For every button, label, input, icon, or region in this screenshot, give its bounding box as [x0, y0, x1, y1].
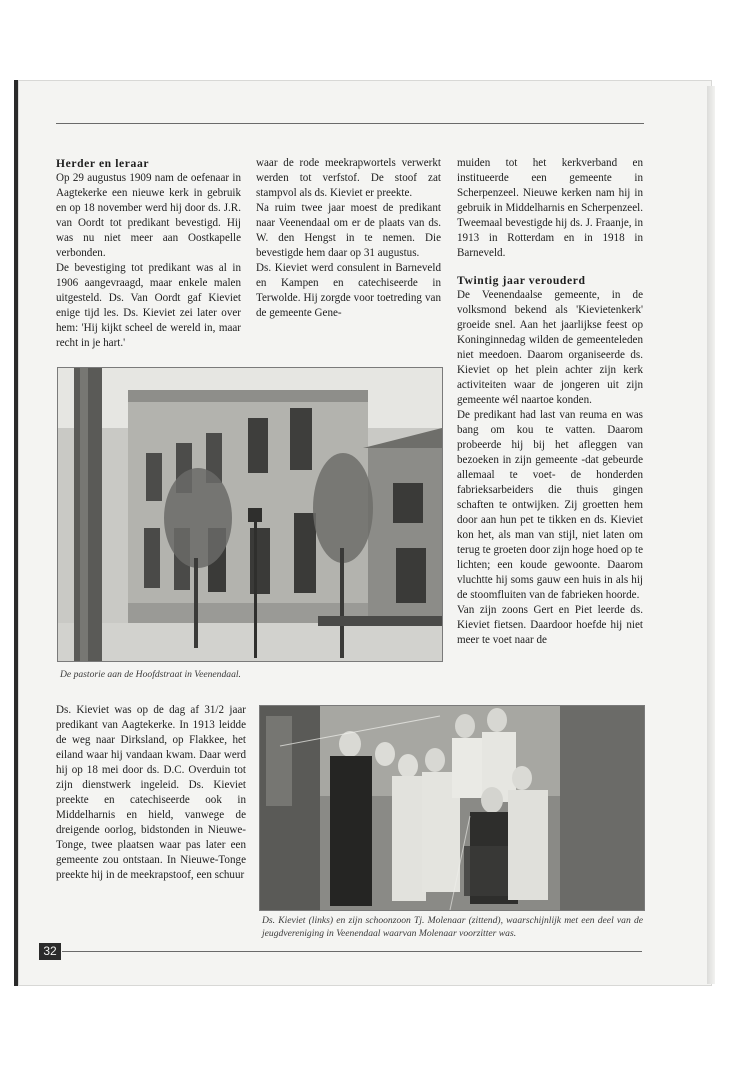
paragraph: De Veenendaalse gemeente, in de volksmond bekend als 'Kievietenkerk' groeide snel. Aan het jaarlijkse feest op Koninginnedag wilden de gemeenteleden niet meedoen. Daarom organiseerde ds. Kieviet op het plein achter zijn kerk activiteiten waar de jongeren uit zijn gemeente wél naartoe konden. [457, 289, 643, 406]
page-edge [707, 86, 715, 984]
paragraph: Op 29 augustus 1909 nam de oefenaar in Aagtekerke een nieuwe kerk in gebruik en op 18 november werd hij door ds. J.R. van Oordt tot predikant bevestigd. Hij was nu niet meer aan Oostkapelle verbonden. [56, 172, 241, 259]
paragraph: muiden tot het kerkverband en institueerde een gemeente in Scherpenzeel. Nieuwe kerken nam hij in gebruik in Middelharnis en Scherpenzeel. Tweemaal bevestigde hij ds. J. Fraanje, in 1913 in Rotterdam en in 1918 in Barneveld. [457, 157, 643, 259]
paragraph: De predikant had last van reuma en was bang om kou te vatten. Daarom probeerde hij bij het afleggen van bezoeken in zijn gemeente -dat gebeurde allemaal te voet- de honderden fabrieksarbeiders die thuis gingen schaften te ontwijken. Zij groetten hem door aan hun pet te tikken en ds. Kieviet kon het, als man van stijl, niet laten om terug te groeten door zijn hoge hoed op te lichten; een koude gewoonte. Daarom vluchtte hij soms gauw een huis in als hij de stoomfluiten van de fabrieken hoorde. [457, 409, 643, 601]
paragraph: Ds. Kieviet was op de dag af 31/2 jaar predikant van Aagtekerke. In 1913 leidde de weg naar Dirksland, op Flakkee, het eiland waar hij vandaan kwam. Daar werd hij op 18 mei door ds. D.C. Overduin tot zijn dienstwerk ingeleid. Ds. Kieviet preekte en catechiseerde ook in Middelharnis en hield, vanwege de dreigende oorlog, bidstonden in Nieuwe-Tonge, twee plaatsen waar pas later een gemeente zou ontstaan. In Nieuwe-Tonge preekte hij in de meekrapstoof, een schuur [56, 704, 246, 881]
page-number: 32 [39, 943, 61, 960]
top-rule [56, 123, 644, 124]
photo-parsonage-caption: De pastorie aan de Hoofdstraat in Veenendaal. [60, 669, 241, 680]
group-image [260, 706, 644, 910]
photo-parsonage [57, 367, 443, 662]
column-2 [256, 156, 441, 321]
paragraph: Van zijn zoons Gert en Piet leerde ds. Kieviet fietsen. Daardoor hoefde hij niet meer te voet naar de [457, 604, 643, 646]
paragraph: Na ruim twee jaar moest de predikant naar Veenendaal om er de plaats van ds. W. den Hengst in te nemen. Die bevestigde hem daar op 31 augustus. [256, 202, 441, 259]
photo-group-caption: Ds. Kieviet (links) en zijn schoonzoon Tj. Molenaar (zittend), waarschijnlijk met een deel van de jeugdvereniging in Veenendaal waarvan Molenaar voorzitter was. [262, 915, 643, 939]
paragraph: waar de rode meekrapwortels verwerkt werden tot verfstof. De stoof zat stampvol als ds. Kieviet er preekte. [256, 157, 441, 199]
section-heading-herder: Herder en leraar [56, 157, 150, 170]
paragraph: De bevestiging tot predikant was al in 1906 aangevraagd, maar enkele malen uitgesteld. Ds. Van Oordt gaf Kieviet enige tijd les. Ds. Kieviet zei later over hem: 'Hij kijkt scheel de wereld in, maar recht in je hart.' [56, 262, 241, 349]
parsonage-image [58, 368, 442, 661]
column-1 [56, 156, 241, 351]
column-1-lower [56, 703, 246, 883]
paragraph: Ds. Kieviet werd consulent in Barneveld en Kampen en catechiseerde in Terwolde. Hij zorgde voor toetreding van de gemeente Gene- [256, 262, 441, 319]
bottom-rule [62, 951, 642, 952]
column-3 [457, 156, 643, 648]
section-heading-twintig: Twintig jaar verouderd [457, 274, 586, 287]
photo-group [259, 705, 645, 911]
